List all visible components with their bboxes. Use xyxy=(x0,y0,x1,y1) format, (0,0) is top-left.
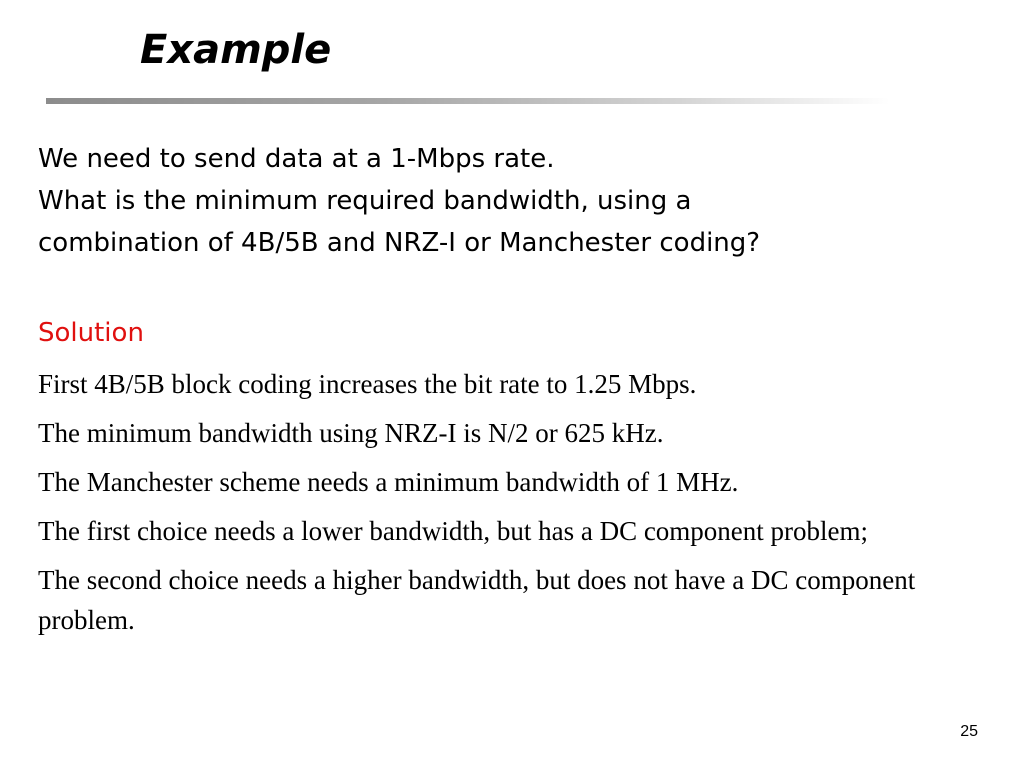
solution-paragraph: First 4B/5B block coding increases the bit rate to 1.25 Mbps. xyxy=(38,369,697,399)
question-text xyxy=(38,138,998,264)
title-divider xyxy=(46,98,890,104)
question-line: What is the minimum required bandwidth, using a xyxy=(38,186,692,216)
question-line: We need to send data at a 1-Mbps rate. xyxy=(38,144,555,174)
solution-body xyxy=(38,364,998,649)
page-number: 25 xyxy=(960,723,978,740)
slide-title: Example xyxy=(140,27,332,73)
solution-paragraph: The second choice needs a higher bandwidth, but does not have a DC component problem. xyxy=(38,565,916,635)
solution-paragraph: The minimum bandwidth using NRZ-I is N/2 or 625 kHz. xyxy=(38,418,664,448)
solution-heading: Solution xyxy=(38,318,144,348)
solution-paragraph: The Manchester scheme needs a minimum bandwidth of 1 MHz. xyxy=(38,467,739,497)
question-line: combination of 4B/5B and NRZ-I or Manchester coding? xyxy=(38,228,761,258)
solution-paragraph: The first choice needs a lower bandwidth, but has a DC component problem; xyxy=(38,516,869,546)
